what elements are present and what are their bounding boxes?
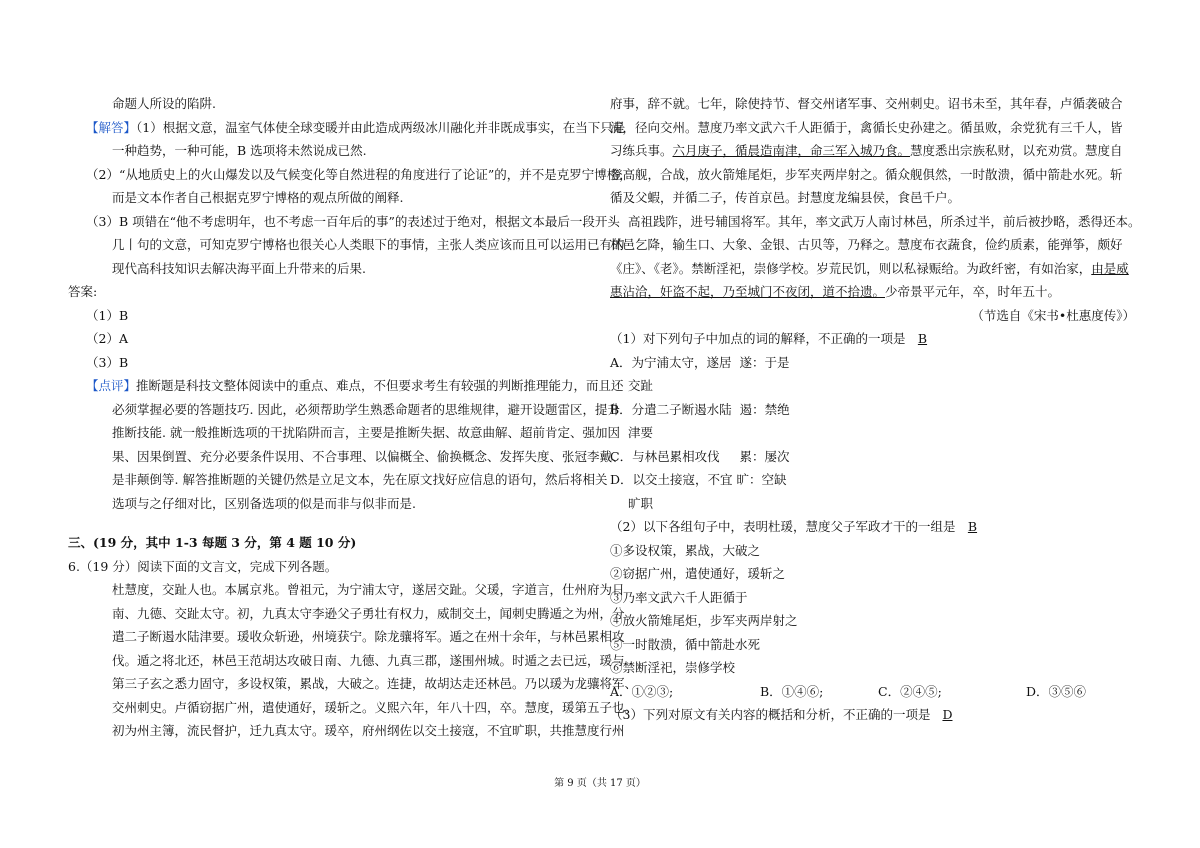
text-line: 推断技能. 就一般推断选项的干扰陷阱而言，主要是推断失据、故意曲解、超前肯定、强加因 (112, 425, 620, 440)
passage-line: 第三子玄之悉力固守，多设权策，累战，大破之。连捷，故胡达走还林邑。乃以瑗为龙骧将军、 (112, 676, 638, 691)
option-gloss: 旷：空缺 (736, 472, 787, 487)
option-c (610, 445, 1135, 469)
question-text: （2）以下各组句子中，表明杜瑗，慧度父子军政才干的一组是 (610, 519, 956, 534)
jieda-tag: 【解答】 (86, 119, 137, 135)
answer-item: （1）B (86, 307, 129, 323)
left-column (68, 92, 638, 743)
sentence-item: ⑤一时散溃，循中箭赴水死 (610, 636, 761, 652)
answer-item: （2）A (86, 331, 128, 346)
text-line: 果、因果倒置、充分必要条件误用、不合事理、以偏概全、偷换概念、发挥失度、张冠李戴、 (112, 448, 625, 464)
text-span: 《庄》、《老》。禁断淫祀，崇修学校。岁荒民饥，则以私禄赈给。为政纤密，有如治家， (610, 260, 1092, 276)
text-span: 慧度悉出宗族私财，以充劝赏。慧度自 (910, 143, 1123, 158)
underlined-sentence: 惠沾洽，奸盗不起，乃至城门不夜闭，道不拾遗。 (610, 284, 886, 299)
option-d (610, 468, 1135, 492)
underlined-sentence: 由是威 (1091, 260, 1129, 276)
text-line: （2）“从地质史上的火山爆发以及气候变化等自然进程的角度进行了论证”的，并不是克罗宁博格， (86, 166, 632, 182)
spacer (68, 515, 598, 531)
option-gloss: 遂：于是 (739, 354, 790, 370)
answer-item: （3）B (86, 354, 129, 370)
sentence-item: ⑥禁断淫祀，崇修学校 (610, 660, 736, 675)
choice-a: A．①②③; (610, 683, 674, 699)
passage-line: 循及父蝦，并循二子，传首京邑。封慧度龙编县侯，食邑千户。 (610, 190, 961, 205)
text-line: 现代高科技知识去解决海平面上升带来的后果. (112, 260, 366, 276)
option-text: D．以交土接寇，不宜 (610, 472, 733, 487)
sentence-item: ①多设权策，累战，大破之 (610, 542, 761, 558)
option-b (610, 398, 1135, 422)
text-line: 必须掌握必要的答题技巧. 因此，必须帮助学生熟悉命题者的思维规律，避开设题雷区，提升 (112, 401, 620, 417)
option-d-cont: 旷职 (628, 495, 654, 511)
right-column (610, 92, 1141, 727)
option-gloss: 遏：禁绝 (739, 401, 790, 417)
text-line: （1）根据文意，温室气体使全球变暖并由此造成两级冰川融化并非既成事实，在当下只是 (136, 119, 626, 135)
passage-line: 府事，辞不就。七年，除使持节、督交州诸军事、交州刺史。诏书未至，其年春，卢循袭破合 (610, 96, 1123, 111)
text-line: 推断题是科技文整体阅读中的重点、难点，不但要求考生有较强的判断推理能力，而且还 (136, 378, 624, 393)
passage-line (610, 280, 1135, 304)
text-line: 选项与之仔细对比，区别备选项的似是而非与似非而是. (112, 495, 416, 511)
option-a (610, 351, 1135, 375)
text-line: 而是文本作者自己根据克罗宁博格的观点所做的阐释. (112, 190, 404, 205)
question-text: （1）对下列句子中加点的词的解释，不正确的一项是 (610, 331, 906, 346)
dianping-block (68, 374, 624, 398)
answer-heading: 答案: (68, 284, 98, 299)
text-line: 一种趋势，一种可能，B 选项将未然说成已然. (112, 143, 367, 158)
passage-line: 杜慧度，交趾人也。本属京兆。曾祖元，为宁浦太守，遂居交趾。父瑗，字道言，仕州府为日 (112, 582, 625, 597)
option-gloss: 累：屡次 (739, 448, 790, 464)
text-span: 少帝景平元年，卒，时年五十。 (885, 284, 1061, 299)
passage-line: 初为州主簿，流民督护，迁九真太守。瑗卒，府州纲佐以交土接寇，不宜旷职，共推慧度行州 (112, 723, 625, 738)
passage-line: 高祖践阼，进号辅国将军。其年，率文武万人南讨林邑，所杀过半，前后被抄略，悉得还本。 (628, 213, 1141, 229)
passage-line (610, 257, 1135, 281)
passage-line: 遣二子断遏水陆津要。瑗收众斩逊，州境获宁。除龙骧将军。遁之在州十余年，与林邑累相攻 (112, 629, 625, 644)
option-a-cont: 交趾 (628, 378, 654, 393)
page-footer: 第 9 页（共 17 页） (554, 778, 646, 789)
choice-row (610, 680, 1135, 704)
choice-c: C．②④⑤; (878, 683, 942, 699)
sentence-item: ④放火箭雉尾炬，步军夹两岸射之 (610, 613, 798, 628)
option-b-cont: 津要 (628, 425, 654, 440)
passage-line: 伐。遁之将北还，林邑王范胡达攻破日南、九德、九真三郡，遂围州城。时遁之去已远，瑗与 (112, 652, 625, 668)
underlined-sentence: 六月庚子，循晨造南津，命三军入城乃食。 (672, 143, 911, 158)
question-text: （3）下列对原文有关内容的概括和分析，不正确的一项是 (610, 707, 931, 722)
text-line: 是非颠倒等. 解答推断题的关键仍然是立足文本，先在原文找好应信息的语句，然后将相关 (112, 472, 608, 487)
text-line: （3）B 项错在“他不考虑明年，也不考虑一百年后的事”的表述过于绝对，根据文本最后一段开头 (86, 213, 620, 229)
passage-line: 浦，径向交州。慧度乃率文武六千人距循于，禽循长史孙建之。循虽败，余党犹有三千人，皆 (610, 119, 1123, 135)
passage-line: 南、九德、交趾太守。初，九真太守李逊父子勇壮有权力，威制交土，闻刺史腾遁之为州，分 (112, 605, 625, 621)
text-line: 命题人所设的陷阱. (112, 96, 216, 111)
option-text: A．为宁浦太守，遂居 (610, 354, 732, 370)
sentence-item: ②窃据广州，遣使通好，瑗斩之 (610, 566, 786, 581)
jieda-block (68, 116, 626, 140)
passage-line: 林邑乞降，输生口、大象、金银、古贝等，乃释之。慧度布衣蔬食，俭约质素，能弹筝，颇好 (610, 237, 1123, 252)
passage-line: 交州刺史。卢循窃据广州，遣使通好，瑗斩之。义熙六年，年八十四，卒。慧度，瑗第五子也。 (112, 699, 638, 715)
passage-line (610, 139, 1135, 163)
text-span: 习练兵事。 (610, 143, 673, 158)
question-1 (610, 327, 1135, 351)
source-citation: （节选自《宋书•杜惠度传》） (971, 307, 1135, 323)
question-title: 6.（19 分）阅读下面的文言文，完成下列各题。 (68, 558, 338, 574)
choice-d: D．③⑤⑥ (1026, 683, 1087, 699)
answer-blank: B (967, 519, 978, 534)
question-2 (610, 515, 1135, 539)
option-text: C．与林邑累相攻伐 (610, 448, 720, 464)
answer-blank: D (942, 707, 953, 722)
dianping-tag: 【点评】 (86, 378, 137, 393)
sentence-item: ③乃率文武六千人距循于 (610, 589, 748, 605)
choice-b: B．①④⑥; (760, 683, 824, 699)
section-heading: 三、(19 分，其中 1-3 每题 3 分，第 4 题 10 分) (68, 535, 357, 550)
answer-blank: B (917, 331, 928, 346)
option-text: B．分遣二子断遏水陆 (610, 401, 732, 417)
passage-line: 登高舰，合战，放火箭雉尾炬，步军夹两岸射之。循众舰俱然，一时散溃，循中箭赴水死。斩 (610, 166, 1123, 182)
text-line: 几丨句的文意，可知克罗宁博格也很关心人类眼下的事情，主张人类应该而且可以运用已有的 (112, 237, 625, 252)
question-3 (610, 703, 1135, 727)
